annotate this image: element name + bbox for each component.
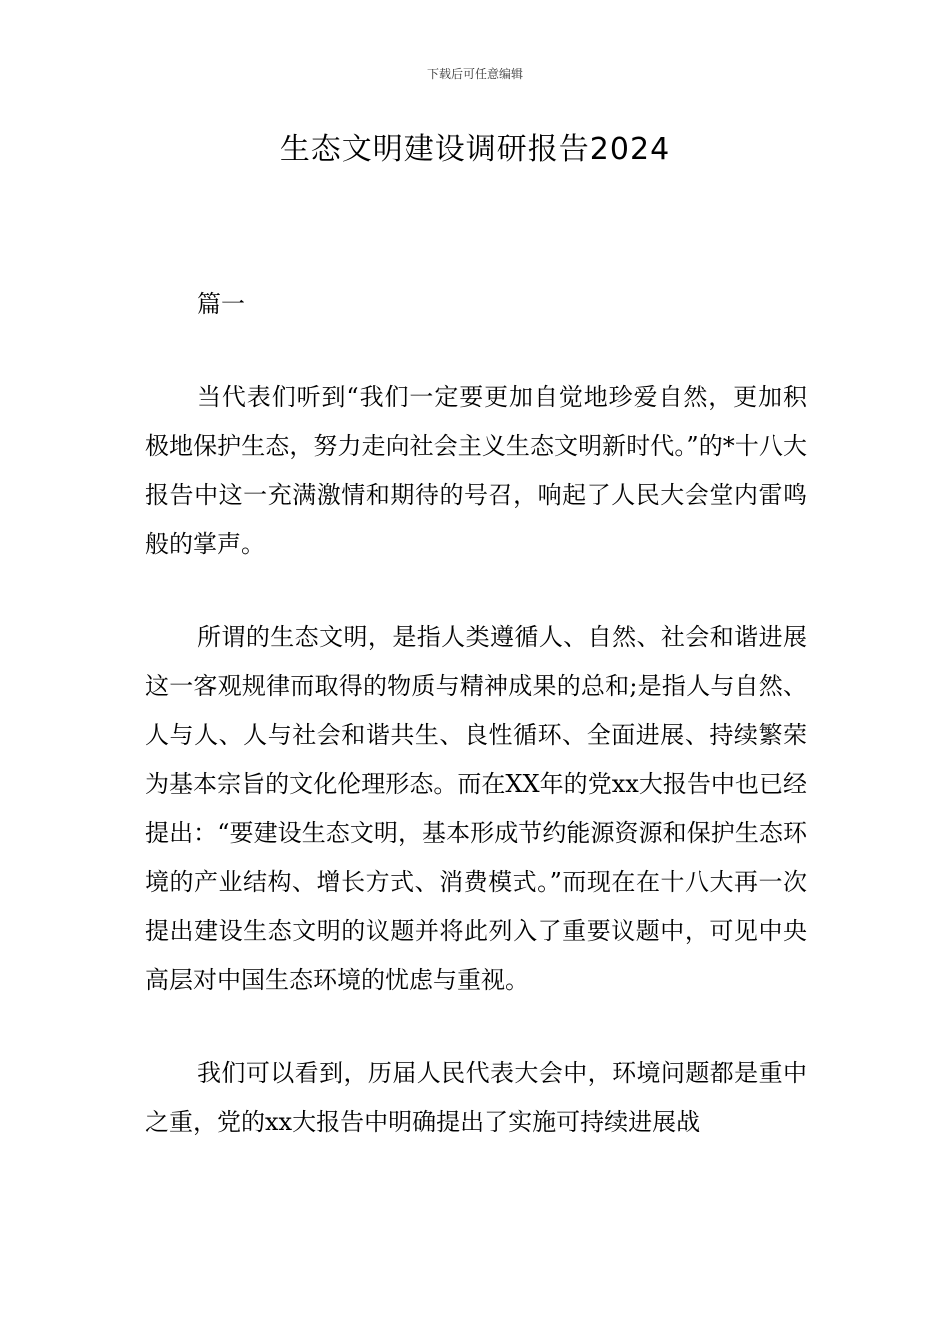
paragraph-1: 当代表们听到“我们一定要更加自觉地珍爱自然，更加积极地保护生态，努力走向社会主义生态文明新时代。”的*十八大报告中这一充满激情和期待的号召，响起了人民大会堂内雷鸣般的掌声。 [145,383,807,558]
page-header-note: 下载后可任意编辑 [426,67,523,81]
document-title: 生态文明建设调研报告2024 [279,132,671,167]
paragraph-2: 所谓的生态文明，是指人类遵循人、自然、社会和谐进展这一客观规律而取得的物质与精神成果的总和;是指人与自然、人与人、人与社会和谐共生、良性循环、全面进展、持续繁荣为基本宗旨的文化伦理形态。而在XX年的党xx大报告中也已经提出：“要建设生态文明，基本形成节约能源资源和保护生态环境的产业结构、增长方式、消费模式。”而现在在十八大再一次提出建设生态文明的议题并将此列入了重要议题中，可见中央高层对中国生态环境的忧虑与重视。 [145,623,807,994]
document-body [145,280,807,1191]
section-heading: 篇一 [197,290,245,318]
paragraph-3: 我们可以看到，历届人民代表大会中，环境问题都是重中之重，党的xx大报告中明确提出了实施可持续进展战 [145,1059,807,1136]
